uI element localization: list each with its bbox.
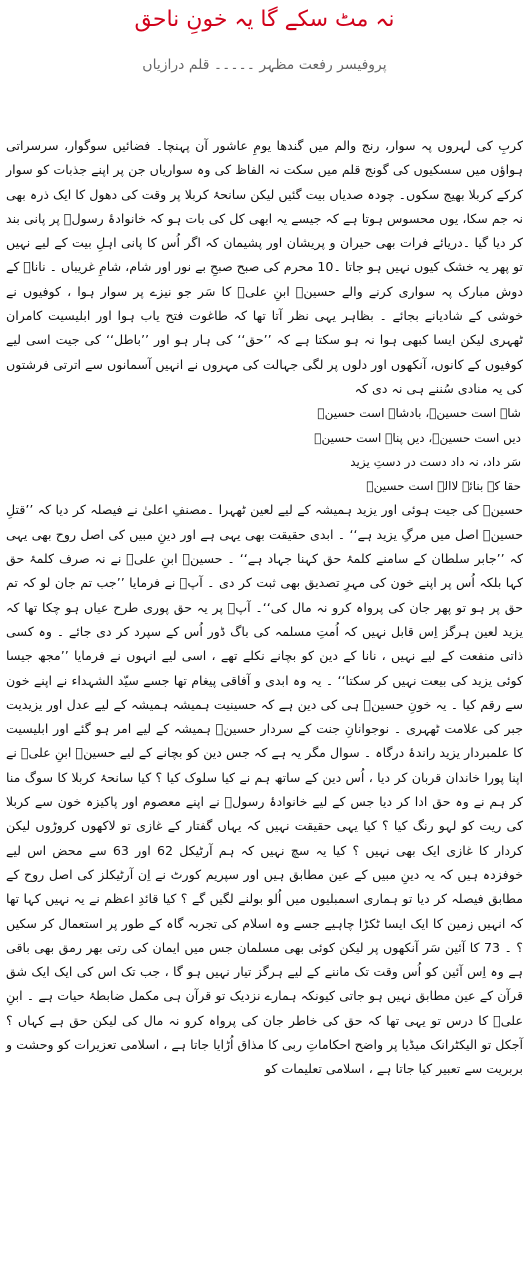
verse-line-1: شاہ است حسینؓ، بادشاہ است حسینؓ <box>317 406 521 421</box>
verse-line-3: سَر داد، نہ داد دست در دستِ یزید <box>350 454 521 469</box>
article-body <box>6 134 523 1082</box>
paragraph-1: کربِ کی لہروں پہ سوار، رنج والم میں گندھا یومِ عاشور آن پہنچا۔ فضائیں سوگوار، سرسراتی ہواؤں میں سسکیوں کی گونج قلم میں سکت نہ الفاظ کی وہ سواریاں جن پر اپنے جذبات کو سوار کرکے کربلا بھیج سکوں۔ چودہ صدیاں بیت گئیں لیکن سانحۂ کربلا پر وقت کی دھول کا ایک ذرہ بھی نہ جم سکا، یوں محسوس ہوتا ہے کہ جیسے یہ ابھی کل کی بات ہو کہ خانوادۂ رسولؐ پر پانی بند کر دیا گیا ۔دریائے فرات بھی حیران و پریشان اور پشیمان کہ اگر اُس کا پانی اہلِ بیت کے لیے نہیں تو پھر یہ خشک کیوں نہیں ہو جاتا ۔10 محرم کی صبح صبحِ بے نور اور شام، شامِ غریباں ۔ ناناﷺ کے دوش مبارک پہ سواری کرنے والے حسینؓ ابنِ علیؓ کا سَر جو نیزے پر سوار ہوا ، کوفیوں نے خوشی کے شادیانے بجائے ۔ بظاہر یہی نظر آتا تھا کہ طاغوت فتح یاب ہوا اور ابلیسیت کامران ٹھہری لیکن ایسا کبھی ہوا نہ ہو سکتا ہے کہ ’’حق‘‘ کی ہار ہو اور ’’باطل‘‘ کی جیت اسی لیے کوفیوں کے کانوں، آنکھوں اور دلوں پر لگی جہالت کی مہروں نے انہیں آسمانوں سے اترتی فرشتوں کی یہ منادی سُننے ہی نہ دی کہ <box>6 138 523 396</box>
author-byline: پروفیسر رفعت مظہر ۔۔۔۔۔ قلم درازیاں <box>142 57 387 73</box>
article-title: نہ مٹ سکے گا یہ خونِ ناحق <box>134 7 395 32</box>
verse-line-2: دیں است حسینؓ، دیں پناہ است حسینؓ <box>314 430 521 445</box>
verse-line-4: حقا کہ بنائے لاالہ است حسینؓ <box>366 479 521 494</box>
article-page <box>0 6 529 1264</box>
paragraph-2: حسینؓ کی جیت ہوئی اور یزید ہمیشہ کے لیے لعین ٹھہرا ۔مصنفِ اعلیٰ نے فیصلہ کر دیا کہ ’’قتلِ حسینؓ اصل میں مرگِ یزید ہے‘‘ ۔ ابدی حقیقت بھی یہی ہے اور دینِ مبیں کی اصل روح بھی یہی کہ ’’جابر سلطان کے سامنے کلمۂ حق کہنا جہاد ہے‘‘ ۔ حسینؓ ابنِ علیؓ نے نہ صرف کلمۂ حق کہا بلکہ اُس پر اپنے خون کی مہرِ تصدیق بھی ثبت کر دی ۔ آپؓ نے فرمایا ’’جب تم جان لو کہ تم حق پر ہو تو پھر جان کی پرواہ کرو نہ مال کی‘‘۔ آپؓ پر یہ حق پوری طرح عیاں ہو چکا تھا کہ یزید لعین ہرگز اِس قابل نہیں کہ اُمتِ مسلمہ کی باگ ڈور اُس کے سپرد کر دی جائے ۔ وہ کسی ذاتی منفعت کے لیے نہیں ، نانا کے دین کو بچانے نکلے تھے ، اسی لیے انہوں نے فرمایا ’’مجھ جیسا کوئی یزید کی بیعت نہیں کر سکتا‘‘ ۔ یہ وہ ابدی و آفاقی پیغام تھا جسے سیّد الشہداء نے اپنے خون سے رقم کیا ۔ یہ خونِ حسینؓ ہی کی دین ہے کہ حسینیت ہمیشہ ہمیشہ کے لیے عدل اور یزیدیت جبر کی علامت ٹھہری ۔ نوجوانانِ جنت کے سردار حسینؓ ہمیشہ کے لیے امر ہو گئے اور ابلیسیت کا علمبردار یزید راندۂ درگاہ ۔ سوال مگر یہ ہے کہ جس دین کو بچانے کے لیے حسینؓ ابنِ علیؓ نے اپنا پورا خاندان قربان کر دیا ، اُس دین کے ساتھ ہم نے کیا سلوک کیا ؟ کیا سانحۂ کربلا کا سوگ منا کر ہم نے وہ حق ادا کر دیا جس کے لیے خانوادۂ رسولؐ نے اپنے معصوم اور پاکیزہ خون سے کربلا کی ریت کو لہو رنگ کیا ؟ کیا یہی حقیقت نہیں کہ یہاں گفتار کے غازی تو لاکھوں کروڑوں لیکن کردار کا غازی ایک بھی نہیں ؟ کیا یہ سچ نہیں کہ ہم آرٹیکل 62 اور 63 سے محض اس لیے خوفزدہ ہیں کہ یہ دینِ مبیں کے عین مطابق ہیں اور سپریم کورٹ نے اِن آرٹیکلز کی اصل روح کے مطابق فیصلہ کر دیا تو ہماری اسمبلیوں میں اُلو بولنے لگیں گے ؟ کیا قائدِ اعظم نے یہ نہیں کہا تھا کہ انہیں زمین کا ایک ایسا ٹکڑا چاہیے جسے وہ اسلام کی تجربہ گاہ کے طور پر استعمال کر سکیں ؟ ۔ 73 کا آئین سَر آنکھوں پر لیکن کوئی بھی مسلمان جس میں ایمان کی رتی بھر رمق بھی باقی ہے وہ اِس آئین کو اُس وقت تک ماننے کے لیے ہرگز تیار نہیں ہو گا ، جب تک اس کی ایک ایک شق قرآن کے عین مطابق نہیں ہو جاتی کیونکہ ہمارے نزدیک تو قرآن ہی مکمل ضابطۂ حیات ہے ۔ ابنِ علیؓ کا درس تو یہی تھا کہ حق کی خاطر جان کی پرواہ کرو نہ مال کی لیکن حق ہے کہاں ؟ آجکل تو الیکٹرانک میڈیا پر واضح احکاماتِ ربی کا مذاق اُڑایا جاتا ہے ، اسلامی تعزیرات کو وحشت و بربریت سے تعبیر کیا جاتا ہے ، اسلامی تعلیمات کو <box>6 502 523 1077</box>
